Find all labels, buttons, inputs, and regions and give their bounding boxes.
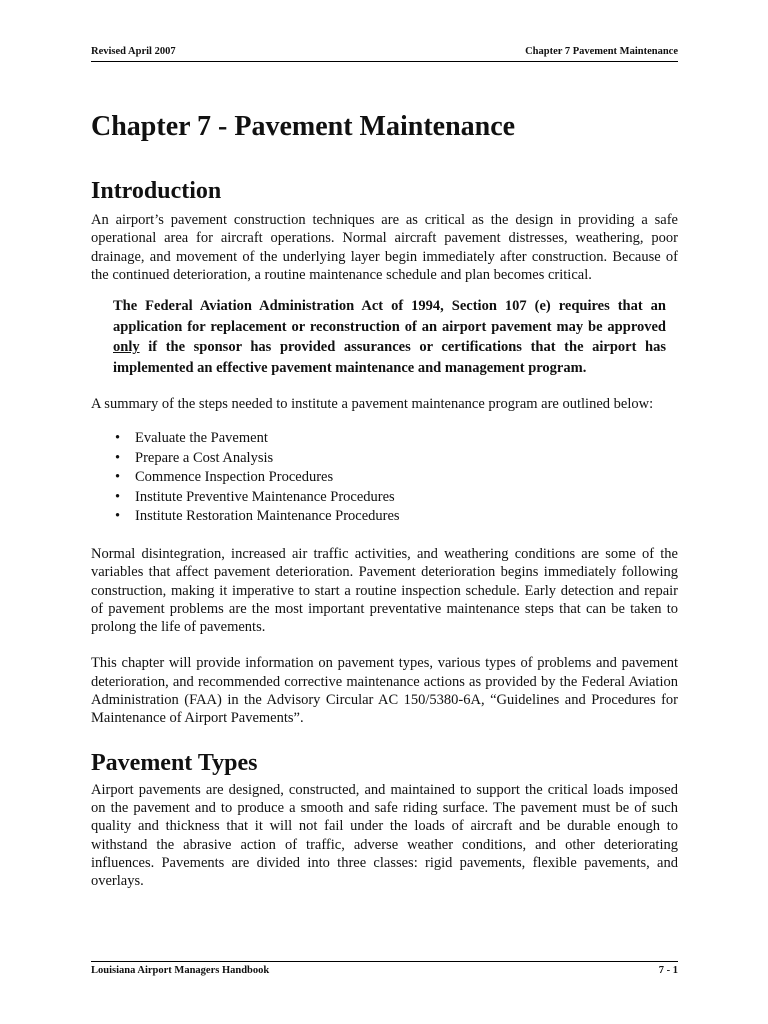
page-number: 7 - 1: [658, 965, 678, 976]
faa-act-callout: [113, 296, 666, 378]
pavement-types-paragraph: Airport pavements are designed, constructed, and maintained to support the critical loads imposed on the pavement and to produce a smooth and safe riding surface. The pavement must be of such quality and thickness that it will not fail under the loads of aircraft and be durable enough to withstand the abrasive action of traffic, adverse weather conditions, and other deteriorating influences. Pavements are divided into three classes: rigid pavements, flexible pavements, and overlays.: [91, 781, 678, 890]
bullet-icon: •: [115, 469, 121, 486]
introduction-heading: Introduction: [91, 178, 222, 204]
callout-text-start: The Federal Aviation Administration Act of 1994, Section 107 (e) requires that an application for replacement or reconstruction of an airport pavement may be approved: [113, 298, 666, 335]
list-item: [115, 507, 678, 527]
callout-text-end: if the sponsor has provided assurances or certifications that the airport has implemented an effective pavement maintenance and management program.: [113, 339, 666, 376]
page-content: [91, 110, 678, 890]
deterioration-paragraph: Normal disintegration, increased air traffic activities, and weathering conditions are some of the variables that affect pavement deterioration. Pavement deterioration begins immediately following construction, making it imperative to start a routine inspection schedule. Early detection and repair of pavement problems are the most important preventative maintenance steps that can be taken to prolong the life of pavements.: [91, 545, 678, 636]
header-chapter-title: Chapter 7 Pavement Maintenance: [525, 46, 678, 57]
list-item: [115, 468, 678, 488]
page-header: [91, 46, 678, 62]
summary-paragraph: A summary of the steps needed to institute a pavement maintenance program are outlined below:: [91, 396, 654, 413]
pavement-types-heading: Pavement Types: [91, 749, 258, 776]
chapter-title: Chapter 7 - Pavement Maintenance: [91, 111, 516, 142]
list-item-text: Institute Restoration Maintenance Procedures: [135, 508, 400, 525]
bullet-icon: •: [115, 508, 121, 525]
list-item-text: Evaluate the Pavement: [135, 430, 268, 447]
bullet-icon: •: [115, 449, 121, 466]
page-footer: [91, 961, 678, 978]
list-item: [115, 449, 678, 469]
list-item: [115, 488, 678, 508]
bullet-icon: •: [115, 430, 121, 447]
list-item-text: Prepare a Cost Analysis: [135, 449, 274, 466]
list-item-text: Institute Preventive Maintenance Procedures: [135, 488, 395, 505]
intro-paragraph-1: An airport’s pavement construction techniques are as critical as the design in providing a safe operational area for aircraft operations. Normal aircraft pavement distresses, weathering, poor drainage, and movement of the underlying layer begin immediately after construction. Because of the continued deterioration, a routine maintenance schedule and plan becomes critical.: [91, 212, 678, 283]
header-revision-date: Revised April 2007: [91, 46, 176, 57]
callout-underlined-word: only: [113, 339, 140, 356]
steps-list: [91, 429, 678, 527]
list-item: [115, 429, 678, 449]
list-item-text: Commence Inspection Procedures: [135, 469, 334, 486]
chapter-overview-paragraph: This chapter will provide information on pavement types, various types of problems and pavement deterioration, and recommended corrective maintenance actions as provided by the Federal Aviation Administration (FAA) in the Advisory Circular AC 150/5380-6A, “Guidelines and Procedures for Maintenance of Airport Pavements”.: [91, 655, 678, 727]
footer-handbook-title: Louisiana Airport Managers Handbook: [91, 965, 270, 976]
bullet-icon: •: [115, 488, 121, 505]
